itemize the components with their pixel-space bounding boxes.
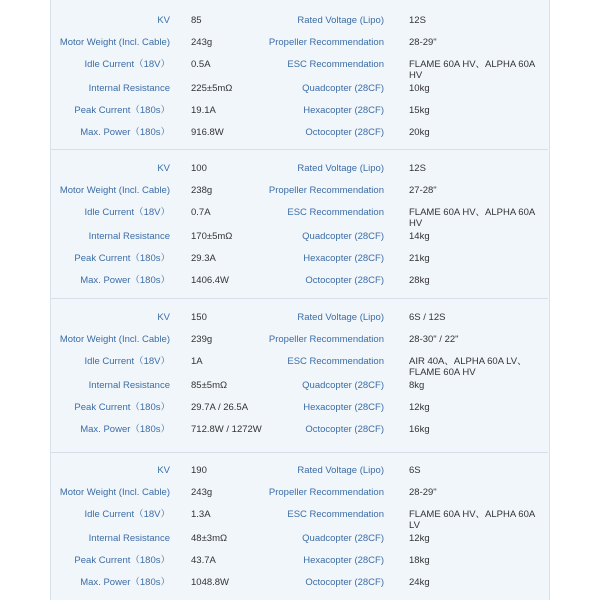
spec-label: KV xyxy=(157,163,170,174)
spec-row xyxy=(0,380,600,402)
spec-value: 243g xyxy=(191,487,213,498)
section-divider xyxy=(51,452,548,453)
spec-label-secondary: Octocopter (28CF) xyxy=(305,577,384,588)
spec-value: 43.7A xyxy=(191,555,216,566)
spec-value: 1A xyxy=(191,356,203,367)
spec-value-secondary: 28kg xyxy=(409,275,430,286)
spec-label-secondary: Hexacopter (28CF) xyxy=(303,253,384,264)
spec-value: 48±3mΩ xyxy=(191,533,228,544)
spec-row xyxy=(0,37,600,59)
spec-row xyxy=(0,83,600,105)
spec-value: 29.7A / 26.5A xyxy=(191,402,249,413)
spec-row xyxy=(0,533,600,555)
spec-value-secondary: 6S / 12S xyxy=(409,312,446,323)
spec-value-secondary: 6S xyxy=(409,465,421,476)
spec-value-secondary: FLAME 60A HV、ALPHA 60A LV xyxy=(409,509,535,531)
spec-row xyxy=(0,163,600,185)
spec-value-secondary: 24kg xyxy=(409,577,430,588)
spec-label: Motor Weight (Incl. Cable) xyxy=(59,487,170,498)
spec-row xyxy=(0,577,600,599)
spec-value-secondary: 28-29" xyxy=(409,487,437,498)
spec-label: Peak Current（180s） xyxy=(74,253,170,264)
spec-label: Max. Power（180s） xyxy=(80,127,170,138)
spec-value: 0.5A xyxy=(191,59,211,70)
spec-label-secondary: ESC Recommendation xyxy=(287,207,384,218)
spec-row xyxy=(0,207,600,229)
spec-value: 225±5mΩ xyxy=(191,83,233,94)
spec-label-secondary: ESC Recommendation xyxy=(287,59,384,70)
spec-label: Idle Current（18V） xyxy=(84,356,170,367)
spec-label: Motor Weight (Incl. Cable) xyxy=(59,185,170,196)
spec-label: Idle Current（18V） xyxy=(84,59,170,70)
spec-value: 1048.8W xyxy=(191,577,230,588)
spec-value-secondary: 28-29" xyxy=(409,37,437,48)
spec-row xyxy=(0,231,600,253)
spec-value-secondary: 20kg xyxy=(409,127,430,138)
spec-label-secondary: Hexacopter (28CF) xyxy=(303,555,384,566)
spec-value-secondary: 8kg xyxy=(409,380,425,391)
spec-label: Internal Resistance xyxy=(88,380,170,391)
spec-value-secondary: 12kg xyxy=(409,533,430,544)
spec-row xyxy=(0,312,600,334)
spec-label-secondary: Octocopter (28CF) xyxy=(305,424,384,435)
spec-value-secondary: AIR 40A、ALPHA 60A LV、FLAME 60A HV xyxy=(409,356,527,378)
spec-value: 239g xyxy=(191,334,213,345)
spec-label: KV xyxy=(157,465,170,476)
spec-value: 243g xyxy=(191,37,213,48)
spec-label: Motor Weight (Incl. Cable) xyxy=(59,37,170,48)
section-divider xyxy=(51,298,548,299)
spec-value-secondary: 12S xyxy=(409,163,426,174)
spec-value: 85 xyxy=(191,15,202,26)
spec-label-secondary: Propeller Recommendation xyxy=(268,487,384,498)
spec-row xyxy=(0,509,600,531)
spec-label-secondary: Propeller Recommendation xyxy=(268,37,384,48)
spec-label: Internal Resistance xyxy=(88,533,170,544)
spec-label: Internal Resistance xyxy=(88,231,170,242)
spec-value: 916.8W xyxy=(191,127,224,138)
spec-label-secondary: Rated Voltage (Lipo) xyxy=(297,15,384,26)
spec-row xyxy=(0,402,600,424)
spec-label: Motor Weight (Incl. Cable) xyxy=(59,334,170,345)
spec-value-secondary: 12kg xyxy=(409,402,430,413)
spec-label-secondary: Quadcopter (28CF) xyxy=(302,380,384,391)
spec-value-secondary: FLAME 60A HV、ALPHA 60A HV xyxy=(409,59,535,81)
spec-value-secondary: 10kg xyxy=(409,83,430,94)
spec-value: 29.3A xyxy=(191,253,216,264)
spec-label-secondary: Quadcopter (28CF) xyxy=(302,83,384,94)
spec-value-secondary: 28-30" / 22" xyxy=(409,334,459,345)
spec-row xyxy=(0,487,600,509)
spec-value: 1.3A xyxy=(191,509,211,520)
spec-value: 85±5mΩ xyxy=(191,380,228,391)
spec-value-secondary: FLAME 60A HV、ALPHA 60A HV xyxy=(409,207,535,229)
spec-row xyxy=(0,356,600,378)
spec-row xyxy=(0,185,600,207)
spec-value: 100 xyxy=(191,163,207,174)
spec-value-secondary: 15kg xyxy=(409,105,430,116)
spec-row xyxy=(0,15,600,37)
spec-value-secondary: 27-28" xyxy=(409,185,437,196)
spec-label: Idle Current（18V） xyxy=(84,207,170,218)
spec-value: 150 xyxy=(191,312,207,323)
spec-label: Idle Current（18V） xyxy=(84,509,170,520)
spec-label-secondary: Quadcopter (28CF) xyxy=(302,231,384,242)
spec-label-secondary: Rated Voltage (Lipo) xyxy=(297,465,384,476)
spec-label-secondary: Quadcopter (28CF) xyxy=(302,533,384,544)
spec-label-secondary: Rated Voltage (Lipo) xyxy=(297,163,384,174)
spec-label-secondary: Rated Voltage (Lipo) xyxy=(297,312,384,323)
spec-row xyxy=(0,127,600,149)
spec-value-secondary: 16kg xyxy=(409,424,430,435)
spec-label-secondary: Octocopter (28CF) xyxy=(305,275,384,286)
spec-label-secondary: Hexacopter (28CF) xyxy=(303,105,384,116)
spec-label-secondary: ESC Recommendation xyxy=(287,356,384,367)
spec-label: Internal Resistance xyxy=(88,83,170,94)
spec-value: 238g xyxy=(191,185,213,196)
spec-label: Max. Power（180s） xyxy=(80,424,170,435)
spec-value-secondary: 12S xyxy=(409,15,426,26)
spec-label: Peak Current（180s） xyxy=(74,105,170,116)
spec-row xyxy=(0,59,600,81)
spec-label: Peak Current（180s） xyxy=(74,402,170,413)
spec-row xyxy=(0,334,600,356)
spec-value-secondary: 21kg xyxy=(409,253,430,264)
spec-label: KV xyxy=(157,15,170,26)
spec-value: 712.8W / 1272W xyxy=(191,424,262,435)
spec-row xyxy=(0,424,600,446)
spec-row xyxy=(0,555,600,577)
spec-value: 190 xyxy=(191,465,207,476)
spec-label: Max. Power（180s） xyxy=(80,577,170,588)
spec-value: 0.7A xyxy=(191,207,211,218)
spec-value-secondary: 18kg xyxy=(409,555,430,566)
spec-label-secondary: Propeller Recommendation xyxy=(268,185,384,196)
spec-value: 19.1A xyxy=(191,105,216,116)
spec-row xyxy=(0,275,600,297)
spec-row xyxy=(0,105,600,127)
spec-row xyxy=(0,253,600,275)
spec-value: 1406.4W xyxy=(191,275,230,286)
spec-row xyxy=(0,465,600,487)
spec-label-secondary: ESC Recommendation xyxy=(287,509,384,520)
spec-label: Peak Current（180s） xyxy=(74,555,170,566)
spec-label-secondary: Propeller Recommendation xyxy=(268,334,384,345)
spec-label: Max. Power（180s） xyxy=(80,275,170,286)
spec-label-secondary: Hexacopter (28CF) xyxy=(303,402,384,413)
spec-value-secondary: 14kg xyxy=(409,231,430,242)
spec-label-secondary: Octocopter (28CF) xyxy=(305,127,384,138)
spec-label: KV xyxy=(157,312,170,323)
section-divider xyxy=(51,149,548,150)
spec-value: 170±5mΩ xyxy=(191,231,233,242)
